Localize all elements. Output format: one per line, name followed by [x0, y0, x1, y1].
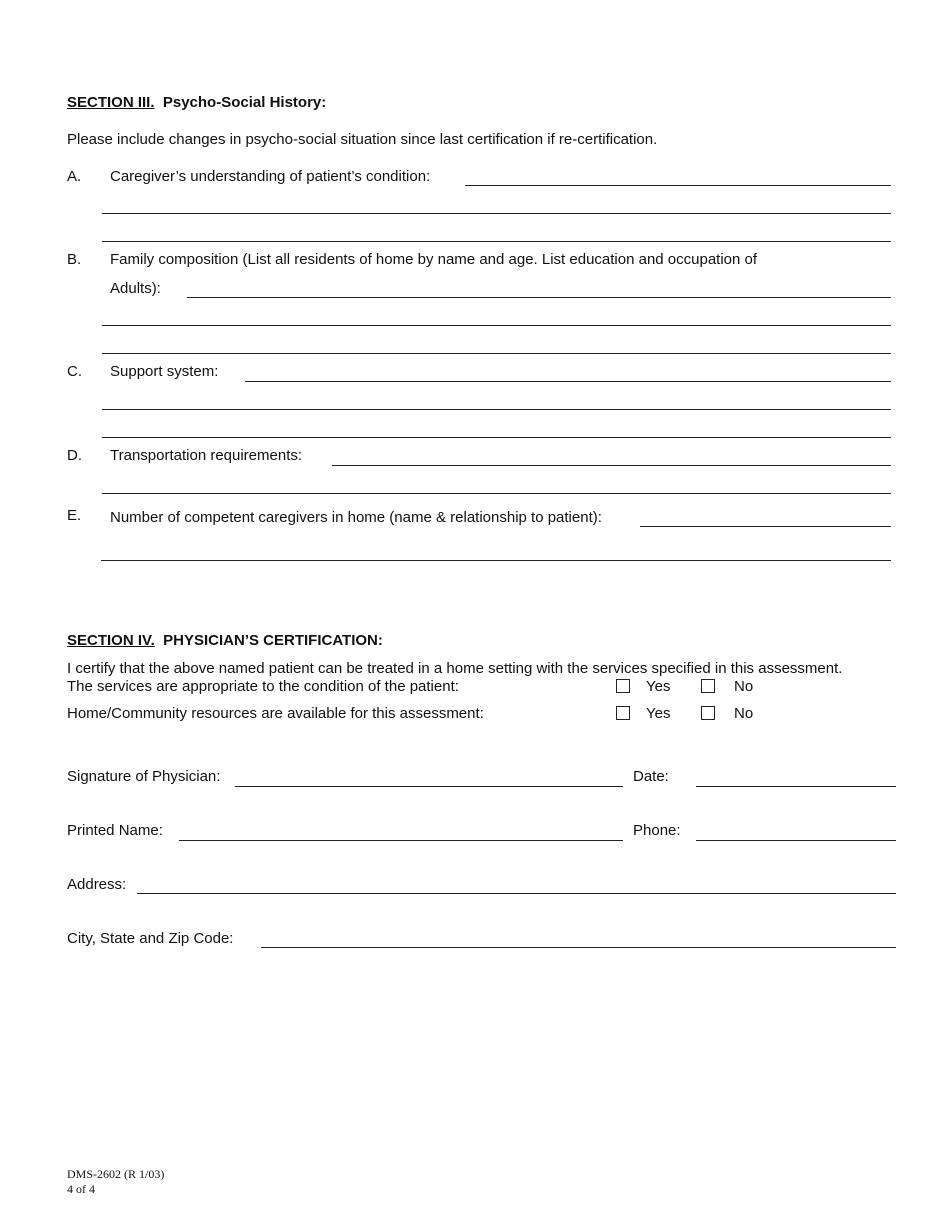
signature-label: Signature of Physician:	[67, 768, 221, 785]
item-c-letter: C.	[67, 363, 82, 380]
item-e-input-line-2[interactable]	[101, 560, 891, 561]
section-3-heading	[67, 94, 326, 111]
date-label: Date:	[633, 768, 669, 785]
printed-name-label: Printed Name:	[67, 822, 163, 839]
item-c-label: Support system:	[110, 363, 219, 380]
item-b-input-line-1[interactable]	[187, 297, 891, 298]
section-3-title: Psycho-Social History:	[162, 94, 327, 111]
certify-text: I certify that the above named patient can be treated in a home setting with the services specified in this assessment.	[67, 660, 843, 677]
item-d-input-line-1[interactable]	[332, 465, 891, 466]
item-e-label: Number of competent caregivers in home (name & relationship to patient):	[110, 509, 602, 526]
item-d-input-line-2[interactable]	[102, 493, 891, 494]
phone-label: Phone:	[633, 822, 681, 839]
item-a-input-line-2[interactable]	[102, 213, 891, 214]
printed-name-input-line[interactable]	[179, 840, 623, 841]
resources-available-no-label: No	[734, 705, 754, 722]
item-b-label-continued: Adults):	[110, 280, 161, 297]
item-b-letter: B.	[67, 251, 82, 268]
services-appropriate-no-label: No	[734, 678, 754, 695]
phone-input-line[interactable]	[696, 840, 896, 841]
item-c-input-line-2[interactable]	[102, 409, 891, 410]
item-a-input-line-3[interactable]	[102, 241, 891, 242]
section-3-label: SECTION III.	[67, 94, 155, 111]
item-c-input-line-3[interactable]	[102, 437, 891, 438]
section-4-title: PHYSICIAN’S CERTIFICATION:	[163, 632, 383, 649]
address-label: Address:	[67, 876, 127, 893]
resources-available-yes-label: Yes	[646, 705, 671, 722]
question-resources-available: Home/Community resources are available for this assessment:	[67, 705, 484, 722]
footer-form-id: DMS-2602 (R 1/03)	[67, 1167, 165, 1181]
city-state-zip-label: City, State and Zip Code:	[67, 930, 234, 947]
item-b-input-line-3[interactable]	[102, 353, 891, 354]
item-a-letter: A.	[67, 168, 82, 185]
item-d-label: Transportation requirements:	[110, 447, 303, 464]
signature-input-line[interactable]	[235, 786, 623, 787]
address-input-line[interactable]	[137, 893, 896, 894]
resources-available-yes-checkbox[interactable]	[616, 706, 630, 720]
item-c-input-line-1[interactable]	[245, 381, 891, 382]
section-4-heading	[67, 632, 383, 649]
item-b-input-line-2[interactable]	[102, 325, 891, 326]
services-appropriate-no-checkbox[interactable]	[701, 679, 715, 693]
section-4-label: SECTION IV.	[67, 632, 155, 649]
services-appropriate-yes-checkbox[interactable]	[616, 679, 630, 693]
item-e-input-line-1[interactable]	[640, 526, 891, 527]
item-e-letter: E.	[67, 507, 82, 524]
item-a-label: Caregiver’s understanding of patient’s condition:	[110, 168, 431, 185]
item-a-input-line-1[interactable]	[465, 185, 891, 186]
item-b-label: Family composition (List all residents of home by name and age. List education and occupation of	[110, 251, 758, 268]
services-appropriate-yes-label: Yes	[646, 678, 671, 695]
item-d-letter: D.	[67, 447, 82, 464]
date-input-line[interactable]	[696, 786, 896, 787]
city-state-zip-input-line[interactable]	[261, 947, 896, 948]
question-services-appropriate: The services are appropriate to the condition of the patient:	[67, 678, 459, 695]
footer-page-number: 4 of 4	[67, 1182, 95, 1196]
section-3-instruction: Please include changes in psycho-social situation since last certification if re-certification.	[67, 131, 658, 148]
resources-available-no-checkbox[interactable]	[701, 706, 715, 720]
